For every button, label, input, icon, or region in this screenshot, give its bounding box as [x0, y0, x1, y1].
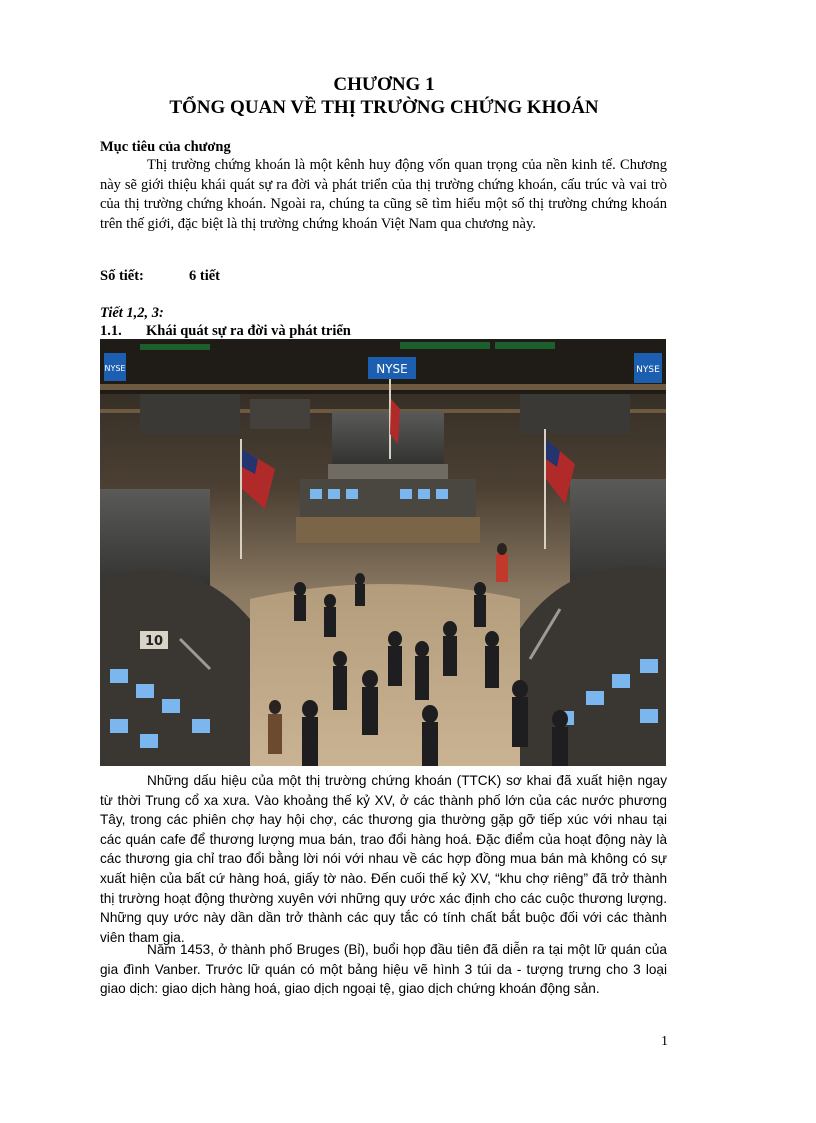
objective-heading: Mục tiêu của chương — [100, 139, 231, 155]
trading-floor-photo — [100, 339, 666, 766]
chapter-title: TỔNG QUAN VỀ THỊ TRƯỜNG CHỨNG KHOÁN — [169, 97, 599, 118]
periods-label: Số tiết: — [100, 268, 144, 284]
section-number: 1.1. — [100, 323, 122, 339]
chapter-number: CHƯƠNG 1 — [333, 74, 435, 95]
objective-paragraph: Thị trường chứng khoán là một kênh huy động vốn quan trọng của nền kinh tế. Chương này sẽ giới thiệu khái quát sự ra đời và phát triển của thị trường chứng khoán, cấu trúc và vai trò của thị trường chứng khoán. Ngoài ra, chúng ta cũng sẽ tìm hiểu một số thị trường chứng khoán trên thế giới, đặc biệt là thị trường chứng khoán Việt Nam qua chương này. — [100, 157, 667, 232]
section-heading — [100, 323, 351, 340]
nyse-sign-center — [368, 357, 416, 379]
nyse-sign-center-text: NYSE — [376, 362, 408, 376]
section-title: Khái quát sự ra đời và phát triển — [146, 323, 351, 339]
periods-line — [100, 268, 220, 285]
nyse-sign-left-text: NYSE — [104, 364, 126, 373]
lessons-label: Tiết 1,2, 3: — [100, 305, 164, 321]
nyse-sign-right-text: NYSE — [636, 365, 660, 375]
periods-value: 6 tiết — [189, 268, 220, 284]
body-paragraph-2: Năm 1453, ở thành phố Bruges (Bỉ), buổi họp đầu tiên đã diễn ra tại một lữ quán của gia đình Vanber. Trước lữ quán có một bảng hiệu vẽ hình 3 túi da - tượng trưng cho 3 loại giao dịch: giao dịch hàng hoá, giao dịch ngoại tệ, giao dịch chứng khoán động sản. — [100, 942, 667, 997]
counter-number-plate — [140, 631, 168, 649]
body-paragraph-1: Những dấu hiệu của một thị trường chứng khoán (TTCK) sơ khai đã xuất hiện ngay từ thời Trung cổ xa xưa. Vào khoảng thế kỷ XV, ở các thành phố lớn của các nước phương Tây, trong các phiên chợ hay hội chợ, các thương gia thường gặp gỡ tiếp xúc với nhau tại các quán cafe để thương lượng mua bán, trao đổi hàng hoá. Đặc điểm của hoạt động này là các thương gia chỉ trao đổi bằng lời nói với nhau về các hợp đồng mua bán mà không có sự xuất hiện của bất cứ hàng hoá, giấy tờ nào. Đến cuối thế kỷ XV, “khu chợ riêng” đã trở thành thị trường hoạt động thường xuyên với những quy ước xác định cho các cuộc thương lượng. Những quy ước này dần dần trở thành các quy tắc có tính chất bắt buộc đối với các thành viên tham gia. — [100, 773, 667, 945]
page-number: 1 — [661, 1034, 668, 1049]
nyse-sign-left — [104, 353, 126, 381]
nyse-sign-right — [634, 353, 662, 383]
counter-number-text: 10 — [144, 634, 164, 649]
